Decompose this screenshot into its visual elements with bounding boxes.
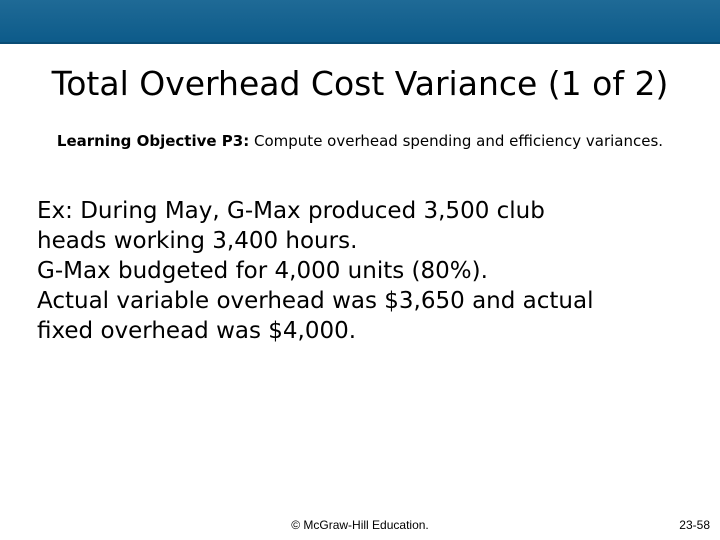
objective-text: Compute overhead spending and efficiency variances.: [254, 132, 664, 150]
slide-title: Total Overhead Cost Variance (1 of 2): [51, 64, 669, 103]
footer-copyright: © McGraw-Hill Education.: [291, 518, 429, 532]
example-body: [37, 196, 697, 346]
body-line: G-Max budgeted for 4,000 units (80%).: [37, 258, 488, 284]
body-line: Ex: During May, G-Max produced 3,500 club: [37, 198, 545, 224]
learning-objective: [40, 130, 680, 152]
header-bar: [0, 0, 720, 44]
body-line: heads working 3,400 hours.: [37, 228, 358, 254]
body-line: fixed overhead was $4,000.: [37, 318, 357, 344]
page-number: 23-58: [679, 518, 710, 532]
objective-label: Learning Objective P3:: [56, 132, 250, 150]
body-line: Actual variable overhead was $3,650 and actual: [37, 288, 594, 314]
